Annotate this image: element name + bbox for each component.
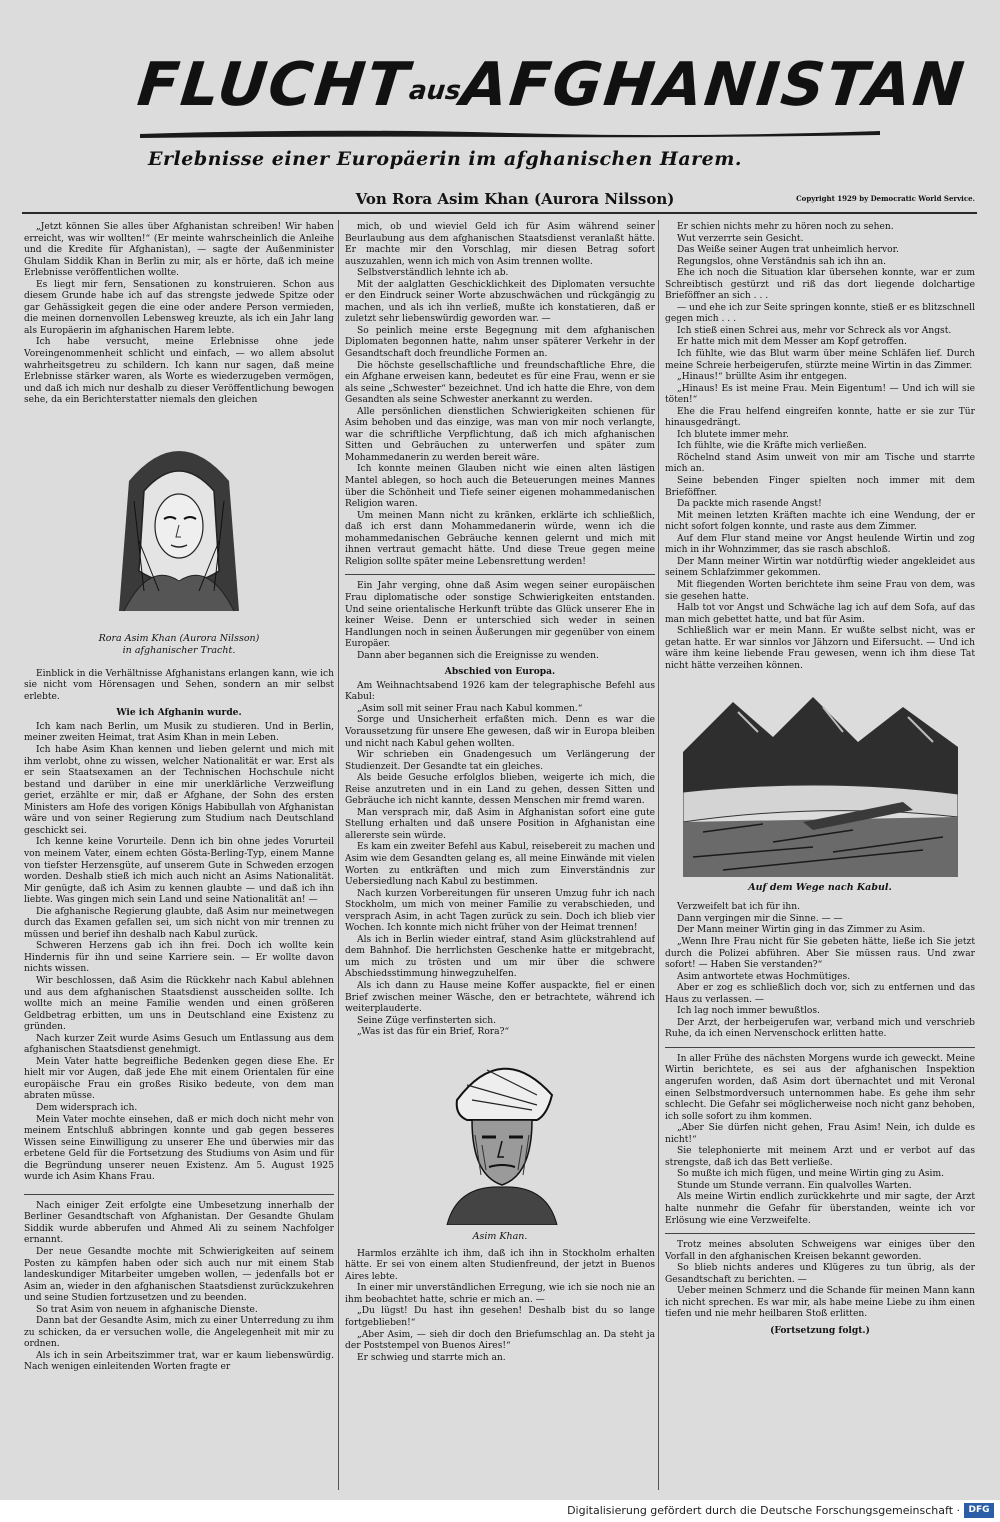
paragraph: So peinlich meine erste Begegnung mit dem afghanischen Diplomaten begonnen hatte, nahm unser späterer Verkehr in der Gesandtschaft doch freundliche Formen an. xyxy=(345,325,655,360)
headline-part-1: FLUCHT xyxy=(134,50,414,120)
headline-swash-decoration xyxy=(140,126,880,140)
paragraph: Auf dem Flur stand meine vor Angst heulende Wirtin und zog mich in ihr Wohnzimmer, das sie rasch abschloß. xyxy=(665,533,975,556)
paragraph: Regungslos, ohne Verständnis sah ich ihn an. xyxy=(677,256,887,267)
paragraph: Sorge und Unsicherheit erfaßten mich. Denn es war die Voraussetzung für unsere Ehe gewesen, daß wir in Europa bleiben und nicht nach Kabul gehen wollten. xyxy=(345,715,655,749)
headline-part-2: aus xyxy=(407,76,463,106)
article-column-2 xyxy=(345,222,655,1490)
masthead xyxy=(120,40,970,155)
digitization-footer xyxy=(0,1500,1000,1522)
caption-line: in afghanischer Tracht. xyxy=(122,644,236,656)
paragraph: Die afghanische Regierung glaubte, daß Asim nur meinetwegen durch das Examen gefallen sei, um sich nicht von mir trennen zu müssen und berief ihn deshalb nach Kabul zurück. xyxy=(24,906,334,940)
column-divider xyxy=(658,220,659,1490)
paragraph: Er schien nichts mehr zu hören noch zu sehen. xyxy=(677,222,894,232)
headline xyxy=(134,50,969,120)
paragraph: Sie telephonierte mit meinem Arzt und er verbot auf das strengste, daß ich das Bett verließe. xyxy=(665,1146,975,1168)
section-rule xyxy=(665,1227,975,1234)
paragraph: Er hatte mich mit dem Messer am Kopf getroffen. xyxy=(677,337,907,348)
paragraph: Dann aber begannen sich die Ereignisse zu wenden. xyxy=(357,650,599,661)
paragraph: Nach einiger Zeit erfolgte eine Umbesetzung innerhalb der Berliner Gesandtschaft von Afghanistan. Der Gesandte Ghulam Siddik wurde abberufen und Ahmed Ali zu seinem Nachfolger ernannt. xyxy=(24,1200,334,1246)
copyright-notice: Copyright 1929 by Democratic World Service. xyxy=(796,194,975,203)
paragraph: Ich habe Asim Khan kennen und lieben gelernt und mich mit ihm verlobt, ohne zu wissen, welcher Nationalität er war. Erst als er sein Staatsexamen an der Technischen Hochschule nicht bestand und darüber in eine mir unerklärliche Verzweiflung geriet, erzählte er mir, daß er Afghane, der Sohn des ersten Ministers am Hofe des vorigen Königs Habibullah von Afghanistan wäre und von seiner Regierung zum Studium nach Deutschland geschickt sei. xyxy=(24,745,334,836)
paragraph: Der Mann meiner Wirtin ging in das Zimmer zu Asim. xyxy=(677,925,926,936)
paragraph: Als ich dann zu Hause meine Koffer auspackte, fiel er einen Brief zwischen meiner Wäsche, den er betrachtete, während ich weiterplauderte. xyxy=(345,981,655,1015)
paragraph: „Hinaus!“ brüllte Asim ihr entgegen. xyxy=(677,372,848,383)
landscape-illustration xyxy=(683,682,958,877)
paragraph: So blieb nichts anderes und Klügeres zu tun übrig, als der Gesandtschaft zu berichten. — xyxy=(665,1263,975,1285)
paragraph: Ich kenne keine Vorurteile. Denn ich bin ohne jedes Vorurteil von meinem Vater, einem echten Gösta-Berling-Typ, einem Manne von tiefster Herzensgüte, auf unserem Gute in Schweden erzogen worden. Deshalb stieß ich mich auch nicht an Asims Nationalität. Mir genügte, daß ich Asim zu kennen glaubte — und daß ich ihn liebte. Was gingen mich sein Land und seine Nationalität an! — xyxy=(24,837,334,906)
headline-part-3: AFGHANISTAN xyxy=(457,50,970,120)
paragraph: „Aber Sie dürfen nicht gehen, Frau Asim! Nein, ich dulde es nicht!“ xyxy=(665,1123,975,1145)
section-heading: Abschied von Europa. xyxy=(444,666,556,678)
paragraph: Ich konnte meinen Glauben nicht wie einen alten lästigen Mantel ablegen, so hoch auch die Beteuerungen meines Mannes über die Schönheit und Tiefe seiner eigenen mohammedanischen Religion waren. xyxy=(345,464,655,510)
paragraph: Seine Züge verfinsterten sich. xyxy=(357,1015,496,1026)
section-rule xyxy=(665,1041,975,1048)
paragraph: Ich lag noch immer bewußtlos. xyxy=(677,1006,820,1017)
paragraph: Asim antwortete etwas Hochmütiges. xyxy=(677,971,851,982)
paragraph: Mein Vater mochte einsehen, daß er mich doch nicht mehr von meinem Entschluß abbringen konnte und gab gegen besseres Wissen seine Einwilligung zu unserer Ehe und überwies mir das erbetene Geld für die Fortsetzung des Studiums von Asim und für die Begründung unserer neuen Existenz. Am 5. August 1925 wurde ich Asim Khans Frau. xyxy=(24,1114,334,1183)
paragraph: Er schwieg und starrte mich an. xyxy=(357,1352,506,1363)
section-rule xyxy=(24,1184,334,1195)
paragraph: Mit fliegenden Worten berichtete ihm seine Frau von dem, was sie gesehen hatte. xyxy=(665,579,975,602)
paragraph: Als meine Wirtin endlich zurückkehrte und mir sagte, der Arzt halte nunmehr die Gefahr für überstanden, weinte ich vor Erlösung wie eine Verzweifelte. xyxy=(665,1192,975,1226)
paragraph: Schweren Herzens gab ich ihn frei. Doch ich wollte kein Hindernis für ihn und seine Karriere sein. — Er wollte davon nichts wissen. xyxy=(24,941,334,975)
paragraph: In aller Frühe des nächsten Morgens wurde ich geweckt. Meine Wirtin berichtete, es sei aus der afghanischen Inspektion angerufen worden, daß Asim dort übernachtet und mit Veronal einen Selbstmordversuch unternommen habe. Es gehe ihm sehr schlecht. Die Gefahr sei möglicherweise noch nicht ganz behoben, ich solle sofort zu ihm kommen. xyxy=(665,1053,975,1122)
paragraph: Da packte mich rasende Angst! xyxy=(677,499,822,510)
caption-line: Rora Asim Khan (Aurora Nilsson) xyxy=(98,632,260,644)
paragraph: Es kam ein zweiter Befehl aus Kabul, reisebereit zu machen und Asim wie dem Gesandten gelang es, all meine Einwände mit vielen Worten zu entkräften und mich zum Einverständnis zur Uebersiedlung nach Kabul zu bestimmen. xyxy=(345,842,655,888)
paragraph: „Aber Asim, — sieh dir doch den Briefumschlag an. Da steht ja der Poststempel von Buenos Aires!“ xyxy=(345,1329,655,1352)
paragraph: Das Weiße seiner Augen trat unheimlich hervor. xyxy=(677,245,899,256)
paragraph: mich, ob und wieviel Geld ich für Asim während seiner Beurlaubung aus dem afghanischen Staatsdienst veranlaßt hätte. Er machte mir den Vorschlag, mir diesen Betrag sofort auszuzahlen, wenn ich mich von Asim trennen wollte. xyxy=(345,222,655,267)
paragraph: Wut verzerrte sein Gesicht. xyxy=(677,233,804,244)
paragraph: „Asim soll mit seiner Frau nach Kabul kommen.“ xyxy=(357,703,583,714)
paragraph: Um meinen Mann nicht zu kränken, erklärte ich schließlich, daß ich erst dann Mohammedanerin würde, wenn ich die mohammedanischen Gebräuche kennen gelernt und mich mit ihnen vertraut gemacht hätte. Und diese Treue gegen meine Religion sollte später meine Lebensrettung werden! xyxy=(345,510,655,567)
paragraph: Dem widersprach ich. xyxy=(36,1102,138,1113)
paragraph: Nach kurzen Vorbereitungen für unseren Umzug fuhr ich nach Stockholm, um mich von meiner Familie zu verabschieden, und versprach Asim, in acht Tagen zurück zu sein. Doch ich blieb vier Wochen. Ich konnte mich nicht früher von der Heimat trennen! xyxy=(345,888,655,934)
paragraph: Halb tot vor Angst und Schwäche lag ich auf dem Sofa, auf das man mich gebettet hatte, und bat für Asim. xyxy=(665,603,975,625)
paragraph: Alle persönlichen dienstlichen Schwierigkeiten schienen für Asim behoben und das einzige, was man von mir noch verlangte, war die schriftliche Verpflichtung, daß ich mich afghanischen Sitten und Gebräuchen zu unterwerfen und später zum Mohammedanerin zu werden bereit wäre. xyxy=(345,406,655,463)
portrait-woman-illustration xyxy=(109,421,249,631)
paragraph: Wir schrieben ein Gnadengesuch um Verlängerung der Studienzeit. Der Gesandte tat ein gleiches. xyxy=(345,750,655,772)
paragraph: „Du lügst! Du hast ihn gesehen! Deshalb bist du so lange fortgeblieben!“ xyxy=(345,1306,655,1329)
paragraph: — und ehe ich zur Seite springen konnte, stieß er es blitzschnell gegen mich . . . xyxy=(665,302,975,325)
paragraph: Ich fühlte, wie die Kräfte mich verließen. xyxy=(677,441,867,452)
paragraph: Wir beschlossen, daß Asim die Rückkehr nach Kabul ablehnen und aus dem afghanischen Staatsdienst ausscheiden sollte. Ich wollte mich an meine Familie wenden und einen größeren Geldbetrag erbitten, um uns in Deutschland eine Existenz zu gründen. xyxy=(24,975,334,1033)
continuation-note: (Fortsetzung folgt.) xyxy=(770,1324,870,1336)
paragraph: Röchelnd stand Asim unweit von mir am Tische und starrte mich an. xyxy=(665,452,975,475)
article-column-3 xyxy=(665,222,975,1490)
paragraph: Ehe ich noch die Situation klar übersehen konnte, war er zum Schreibtisch gestürzt und riß das dort liegende dolchartige Brieföffner an sich . . . xyxy=(665,268,975,302)
subtitle: Erlebnisse einer Europäerin im afghanischen Harem. xyxy=(148,148,742,170)
paragraph: „Jetzt können Sie alles über Afghanistan schreiben! Wir haben erreicht, was wir wollten!“ (Er meinte wahrscheinlich die Anleihe und die Kredite für Afghanistan), — sagte der Außenminister Ghulam Siddik Khan in Berlin zu mir, als er hörte, daß ich meine Erlebnisse veröffentlichen wollte. xyxy=(24,222,334,279)
paragraph: Der Mann meiner Wirtin war notdürftig wieder angekleidet aus seinem Schlafzimmer gekommen. xyxy=(665,556,975,579)
figure-caption: Auf dem Wege nach Kabul. xyxy=(748,882,892,894)
paragraph: Selbstverständlich lehnte ich ab. xyxy=(357,268,509,279)
paragraph: „Wenn Ihre Frau nicht für Sie gebeten hätte, ließe ich Sie jetzt durch die Polizei abführen. Aber Sie müssen raus. Und zwar sofort! — Haben Sie verstanden?“ xyxy=(665,936,975,971)
paragraph: Mein Vater hatte begreifliche Bedenken gegen diese Ehe. Er hielt mir vor Augen, daß jede Ehe mit einem Orientalen für eine europäische Frau ein großes Risiko bedeute, von dem man abraten müsse. xyxy=(24,1056,334,1102)
section-heading: Wie ich Afghanin wurde. xyxy=(116,707,242,719)
paragraph: So trat Asim von neuem in afghanische Dienste. xyxy=(36,1304,258,1315)
column-divider xyxy=(338,220,339,1490)
paragraph: Ehe die Frau helfend eingreifen konnte, hatte er sie zur Tür hinausgedrängt. xyxy=(665,406,975,429)
article-column-1 xyxy=(24,222,334,1492)
paragraph: Der Arzt, der herbeigerufen war, verband mich und verschrieb Ruhe, da ich einen Nervenschock erlitten hatte. xyxy=(665,1017,975,1040)
paragraph: Ein Jahr verging, ohne daß Asim wegen seiner europäischen Frau diplomatische oder sonstige Schwierigkeiten entstanden. Und seine orientalische Herkunft trübte das Glück unserer Ehe in keiner Weise. Denn er unterschied sich weder in seinen Handlungen noch in seinen Äußerungen mir gegenüber von einem Europäer. xyxy=(345,581,655,650)
paragraph: Als ich in sein Arbeitszimmer trat, war er kaum liebenswürdig. Nach wenigen einleitenden Worten fragte er xyxy=(24,1350,334,1373)
paragraph: Ich kam nach Berlin, um Musik zu studieren. Und in Berlin, meiner zweiten Heimat, trat Asim Khan in mein Leben. xyxy=(24,721,334,744)
paragraph: Seine bebenden Finger spielten noch immer mit dem Brieföffner. xyxy=(665,476,975,498)
figure-caption: Asim Khan. xyxy=(472,1230,528,1242)
paragraph: Ich blutete immer mehr. xyxy=(677,429,789,440)
paragraph: Am Weihnachtsabend 1926 kam der telegraphische Befehl aus Kabul: xyxy=(345,680,655,703)
header-rule xyxy=(22,212,977,214)
paragraph: Ueber meinen Schmerz und die Schande für meinen Mann kann ich nicht sprechen. Es war mir, als habe meine Liebe zu ihm einen tiefen und nie mehr heilbaren Stoß erlitten. xyxy=(665,1286,975,1320)
figure-portrait-man xyxy=(345,1039,655,1249)
paragraph: Als ich in Berlin wieder eintraf, stand Asim glückstrahlend auf dem Bahnhof. Die herrlichsten Geschenke hatte er mitgebracht, um mich zu trösten und um mir über die schwere Abschiedsstimmung hinwegzuhelfen. xyxy=(345,934,655,980)
paragraph: In einer mir unverständlichen Erregung, wie ich sie noch nie an ihm beobachtet hatte, schrie er mich an. — xyxy=(345,1283,655,1305)
paragraph: „Was ist das für ein Brief, Rora?“ xyxy=(357,1027,510,1038)
paragraph: Einblick in die Verhältnisse Afghanistans erlangen kann, wie ich sie nicht vom Hörensagen und Sehen, sondern an mir selbst erlebte. xyxy=(24,668,334,702)
paragraph: Der neue Gesandte mochte mit Schwierigkeiten auf seinem Posten zu kämpfen haben oder sich auch nur mit einem Stab landeskundiger Mitarbeiter umgeben wollen, — jedenfalls bot er Asim an, wieder in den afghanischen Staatsdienst zurückzukehren und seine Studien fortzusetzen und zu beenden. xyxy=(24,1247,334,1304)
paragraph: Als beide Gesuche erfolglos blieben, weigerte ich mich, die Reise anzutreten und in ein Land zu gehen, dessen Sitten und Gebräuche ich nicht kannte, dessen Menschen mir fremd waren. xyxy=(345,773,655,807)
paragraph: Ich habe versucht, meine Erlebnisse ohne jede Voreingenommenheit schlicht und einfach, — wo allem absolut wahrheitsgetreu zu schildern. Ich kann nur sagen, daß meine Erlebnisse stärker waren, als Worte es wiederzugeben vermögen, und daß ich mich nur deshalb zu dieser Veröffentlichung bewogen sehe, da ein Berichterstatter niemals den gleichen xyxy=(24,337,334,406)
paragraph: Ich stieß einen Schrei aus, mehr vor Schreck als vor Angst. xyxy=(677,325,952,336)
paragraph: Dann bat der Gesandte Asim, mich zu einer Unterredung zu ihm zu schicken, da er versuchen wolle, die Angelegenheit mit mir zu ordnen. xyxy=(24,1316,334,1350)
portrait-man-illustration xyxy=(427,1045,577,1225)
paragraph: Trotz meines absoluten Schweigens war einiges über den Vorfall in den afghanischen Kreisen bekannt geworden. xyxy=(665,1240,975,1262)
paragraph: Aber er zog es schließlich doch vor, sich zu entfernen und das Haus zu verlassen. — xyxy=(665,983,975,1005)
byline: Von Rora Asim Khan (Aurora Nilsson) xyxy=(355,190,675,208)
paragraph: „Hinaus! Es ist meine Frau. Mein Eigentum! — Und ich will sie töten!“ xyxy=(665,383,975,406)
figure-caption xyxy=(84,633,274,657)
paragraph: Harmlos erzählte ich ihm, daß ich ihn in Stockholm erhalten hätte. Er sei von einem alten Studienfreund, der jetzt in Buenos Aires lebte. xyxy=(345,1248,655,1282)
paragraph: Schließlich war er mein Mann. Er wußte selbst nicht, was er getan hatte. Er war sinnlos vor Jähzorn und Eifersucht. — Und ich wäre ihm keine liebende Frau gewesen, wenn ich ihm diese Tat nicht hätte verzeihen können. xyxy=(665,626,975,671)
dfg-logo: DFG xyxy=(964,1503,994,1518)
paragraph: Verzweifelt bat ich für ihn. xyxy=(677,902,801,913)
paragraph: So mußte ich mich fügen, und meine Wirtin ging zu Asim. xyxy=(677,1169,944,1180)
paragraph: Es liegt mir fern, Sensationen zu konstruieren. Schon aus diesem Grunde habe ich auf das strengste jedwede Spitze oder gar Gehässigkeit gegen die eine oder andere Person vermieden, die meinen dornenvollen Lebensweg kreuzte, als ich ein Jahr lang als Europäerin im afghanischen Harem lebte. xyxy=(24,279,334,336)
figure-portrait-woman xyxy=(24,407,334,669)
paragraph: Die höchste gesellschaftliche und freundschaftliche Ehre, die ein Afghane erweisen kann, bedeutet es für eine Frau, wenn er sie als seine „Schwester“ bezeichnet. Und ich hatte die Ehre, von dem Gesandten als seine Schwester anerkannt zu werden. xyxy=(345,360,655,406)
paragraph: Ich fühlte, wie das Blut warm über meine Schläfen lief. Durch meine Schreie herbeigerufen, stürzte meine Wirtin in das Zimmer. xyxy=(665,349,975,371)
paragraph: Mit meinen letzten Kräften machte ich eine Wendung, der er nicht sofort folgen konnte, und raste aus dem Zimmer. xyxy=(665,510,975,533)
paragraph: Stunde um Stunde verrann. Ein qualvolles Warten. xyxy=(677,1180,912,1191)
paragraph: Man versprach mir, daß Asim in Afghanistan sofort eine gute Stellung erhalten und daß unsere Position in Afghanistan eine allererste sein würde. xyxy=(345,807,655,841)
paragraph: Nach kurzer Zeit wurde Asims Gesuch um Entlassung aus dem afghanischen Staatsdienst genehmigt. xyxy=(24,1033,334,1056)
paragraph: Mit der aalglatten Geschicklichkeit des Diplomaten versuchte er den Eindruck seiner Worte abzuschwächen und rückgängig zu machen, und als ich ihn verließ, mußte ich konstatieren, daß er zuletzt sehr liebenswürdig geworden war. — xyxy=(345,279,655,325)
section-rule xyxy=(345,568,655,575)
paragraph: Dann vergingen mir die Sinne. — — xyxy=(677,913,843,924)
footer-credit: Digitalisierung gefördert durch die Deutsche Forschungsgemeinschaft · xyxy=(567,1504,960,1517)
figure-landscape xyxy=(665,672,975,902)
